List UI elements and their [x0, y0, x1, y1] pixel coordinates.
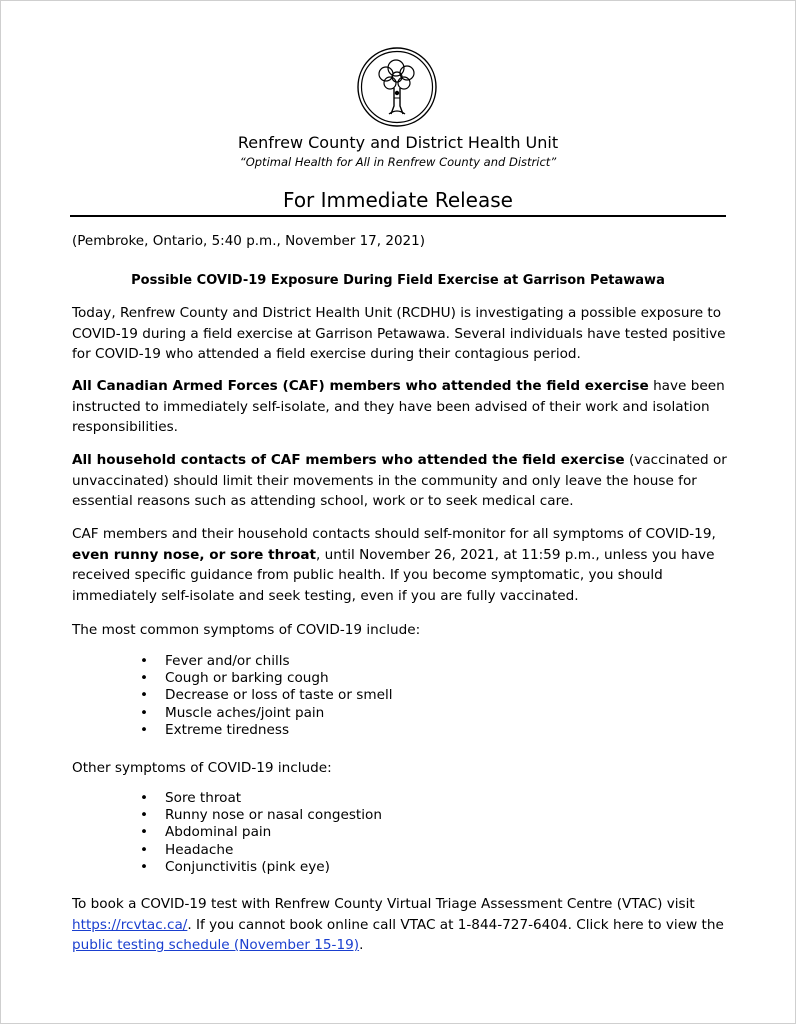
list-item: • Runny nose or nasal congestion — [140, 807, 382, 824]
list-item: • Conjunctivitis (pink eye) — [140, 859, 382, 876]
paragraph-testing-info — [72, 894, 732, 956]
paragraph-self-monitor-start: CAF members and their household contacts should self-monitor for all symptoms of COVID-19, — [72, 526, 716, 542]
paragraph-testing-start: To book a COVID-19 test with Renfrew County Virtual Triage Assessment Centre (VTAC) visit — [72, 896, 695, 912]
dateline: (Pembroke, Ontario, 5:40 p.m., November 17, 2021) — [72, 233, 425, 249]
other-symptoms-intro: Other symptoms of COVID-19 include: — [72, 760, 332, 776]
paragraph-household-text: (vaccinated or unvaccinated) should limit their movements in the community and only leave the house for essential reasons such as attending school, work or to seek medical care. — [72, 452, 727, 510]
organization-motto: “Optimal Health for All in Renfrew County and District” — [239, 155, 557, 169]
paragraph-household-contacts — [72, 450, 732, 512]
list-item: • Abdominal pain — [140, 824, 382, 841]
list-item: • Headache — [140, 842, 382, 859]
paragraph-testing-mid: . If you cannot book online call VTAC at 1-844-727-6404. Click here to view the — [187, 916, 724, 933]
list-item: • Decrease or loss of taste or smell — [140, 687, 393, 704]
paragraph-self-monitor-rest: , until November 26, 2021, at 11:59 p.m., unless you have received specific guidance from public health. If you become symptomatic, you should immediately self-isolate and seek testing, even if you are fully vaccinated. — [72, 546, 715, 604]
list-item: • Muscle aches/joint pain — [140, 705, 393, 722]
list-item: • Fever and/or chills — [140, 653, 393, 670]
paragraph-household-bold: All household contacts of CAF members who attended the field exercise — [72, 452, 625, 468]
paragraph-caf-members — [72, 376, 732, 438]
list-item: • Cough or barking cough — [140, 670, 393, 687]
heading-rule — [70, 215, 726, 217]
paragraph-self-monitor — [72, 524, 732, 606]
paragraph-caf-members-bold: All Canadian Armed Forces (CAF) members who attended the field exercise — [72, 378, 649, 394]
testing-schedule-link[interactable]: public testing schedule (November 15-19) — [72, 937, 360, 954]
list-item: • Extreme tiredness — [140, 722, 393, 739]
health-unit-logo — [356, 46, 438, 128]
press-release-title: Possible COVID-19 Exposure During Field Exercise at Garrison Petawawa — [131, 273, 665, 288]
paragraph-caf-members-text: have been instructed to immediately self-isolate, and they have been advised of their work and isolation responsibilities. — [72, 378, 725, 436]
common-symptoms-list — [140, 653, 393, 739]
organization-name: Renfrew County and District Health Unit — [237, 133, 559, 152]
paragraph-intro: Today, Renfrew County and District Health Unit (RCDHU) is investigating a possible exposure to COVID-19 during a field exercise at Garrison Petawawa. Several individuals have tested positive for COVID-19 who attended a field exercise during their contagious period. — [72, 305, 726, 363]
list-item: • Sore throat — [140, 790, 382, 807]
common-symptoms-intro: The most common symptoms of COVID-19 include: — [72, 622, 421, 638]
other-symptoms-list — [140, 790, 382, 876]
release-heading: For Immediate Release — [283, 188, 513, 212]
paragraph-testing-end: . — [359, 937, 364, 954]
paragraph-self-monitor-bold: even runny nose, or sore throat — [72, 546, 317, 563]
vtac-booking-link[interactable]: https://rcvtac.ca/ — [72, 916, 188, 933]
